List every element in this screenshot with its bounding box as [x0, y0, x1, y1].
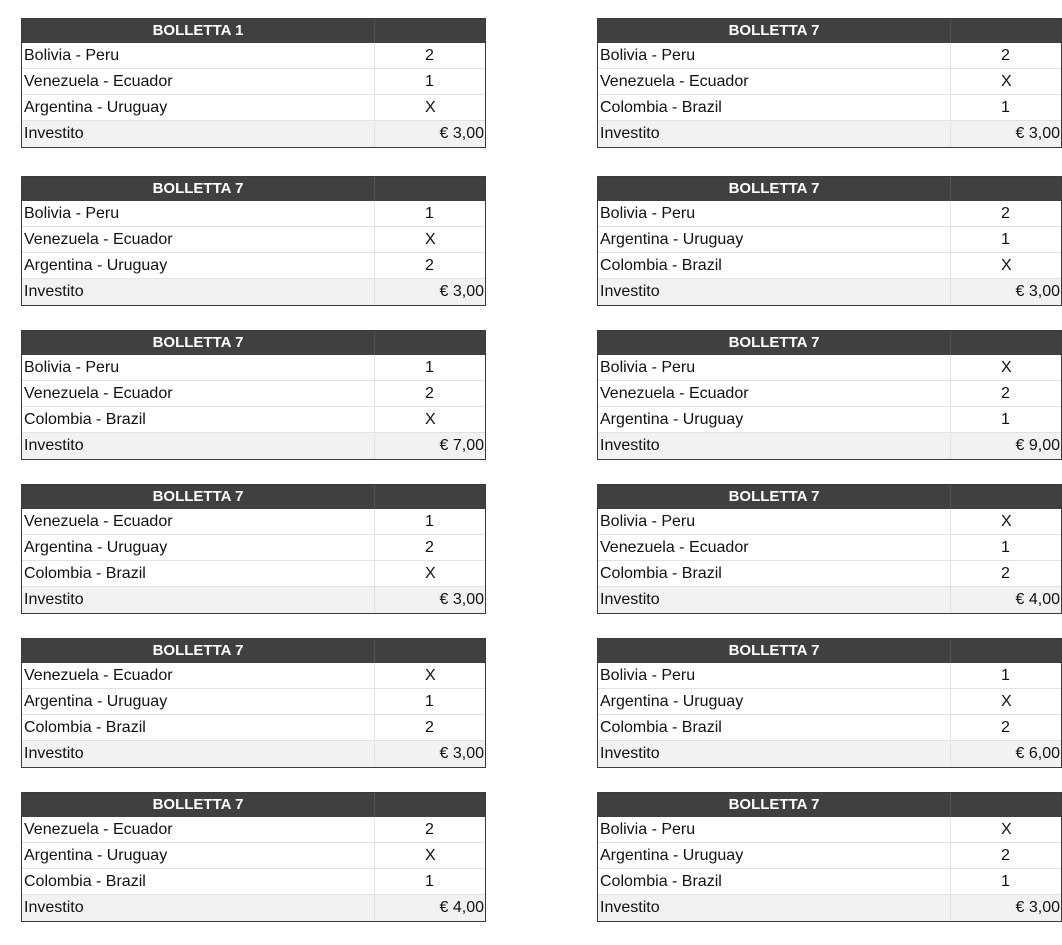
total-amount: € 6,00: [1015, 745, 1060, 762]
total-amount: € 9,00: [1015, 437, 1060, 454]
pick-value: X: [1001, 257, 1012, 274]
total-row: [22, 895, 485, 921]
total-label: Investito: [598, 741, 951, 767]
pick-value: 1: [425, 73, 434, 90]
pick-row: [598, 43, 1061, 69]
pick-row: [598, 407, 1061, 433]
pick-row: [22, 43, 485, 69]
pick-row: [598, 69, 1061, 95]
match-name: Colombia - Brazil: [598, 561, 951, 586]
pick-value: 1: [425, 693, 434, 710]
pick-value: 2: [425, 821, 434, 838]
total-row: [22, 433, 485, 459]
pick-value: X: [425, 411, 436, 428]
match-name: Colombia - Brazil: [22, 561, 375, 586]
pick-row: [598, 253, 1061, 279]
pick-value: X: [1001, 693, 1012, 710]
total-amount: € 4,00: [439, 899, 484, 916]
slip-header: [598, 19, 1061, 43]
total-label: Investito: [22, 433, 375, 459]
pick-value: 2: [425, 47, 434, 64]
pick-value: X: [425, 231, 436, 248]
pick-row: [598, 201, 1061, 227]
pick-value: 1: [1001, 539, 1010, 556]
total-amount: € 4,00: [1015, 591, 1060, 608]
match-name: Venezuela - Ecuador: [22, 381, 375, 406]
match-name: Venezuela - Ecuador: [22, 663, 375, 688]
total-label: Investito: [598, 121, 951, 147]
match-name: Colombia - Brazil: [22, 869, 375, 894]
pick-value: X: [425, 565, 436, 582]
match-name: Venezuela - Ecuador: [598, 381, 951, 406]
pick-value: 1: [1001, 231, 1010, 248]
total-label: Investito: [598, 895, 951, 921]
total-row: [598, 741, 1061, 767]
pick-row: [598, 817, 1061, 843]
slip-header: [22, 177, 485, 201]
match-name: Argentina - Uruguay: [22, 253, 375, 278]
total-row: [598, 587, 1061, 613]
match-name: Colombia - Brazil: [598, 869, 951, 894]
pick-row: [598, 715, 1061, 741]
match-name: Argentina - Uruguay: [22, 689, 375, 714]
slip-title: BOLLETTA 7: [22, 793, 375, 817]
pick-value: 2: [1001, 719, 1010, 736]
slip-header: [598, 639, 1061, 663]
total-row: [22, 121, 485, 147]
slip-header: [598, 331, 1061, 355]
pick-value: 2: [425, 257, 434, 274]
slip-title: BOLLETTA 1: [22, 19, 375, 43]
pick-row: [598, 509, 1061, 535]
match-name: Argentina - Uruguay: [22, 95, 375, 120]
pick-value: 1: [425, 359, 434, 376]
pick-row: [598, 561, 1061, 587]
pick-value: 1: [425, 513, 434, 530]
pick-value: X: [425, 99, 436, 116]
match-name: Argentina - Uruguay: [598, 843, 951, 868]
slip-title: BOLLETTA 7: [598, 485, 951, 509]
match-name: Colombia - Brazil: [22, 715, 375, 740]
slip-card: [21, 638, 486, 768]
total-row: [22, 587, 485, 613]
pick-row: [22, 201, 485, 227]
pick-value: 2: [425, 719, 434, 736]
pick-value: 2: [1001, 385, 1010, 402]
pick-row: [22, 869, 485, 895]
match-name: Venezuela - Ecuador: [22, 509, 375, 534]
pick-row: [22, 689, 485, 715]
pick-row: [22, 535, 485, 561]
pick-row: [598, 535, 1061, 561]
match-name: Bolivia - Peru: [598, 201, 951, 226]
pick-row: [598, 689, 1061, 715]
slip-header: [22, 19, 485, 43]
total-amount: € 3,00: [439, 591, 484, 608]
total-amount: € 3,00: [439, 283, 484, 300]
slip-header: [22, 639, 485, 663]
slip-header: [598, 485, 1061, 509]
pick-row: [598, 95, 1061, 121]
pick-value: 1: [425, 873, 434, 890]
match-name: Colombia - Brazil: [598, 253, 951, 278]
slip-title: BOLLETTA 7: [598, 19, 951, 43]
slip-header: [22, 793, 485, 817]
total-amount: € 3,00: [439, 125, 484, 142]
total-label: Investito: [22, 587, 375, 613]
match-name: Argentina - Uruguay: [598, 689, 951, 714]
pick-row: [22, 381, 485, 407]
match-name: Colombia - Brazil: [598, 95, 951, 120]
pick-row: [598, 381, 1061, 407]
pick-value: 1: [1001, 411, 1010, 428]
slip-card: [21, 484, 486, 614]
pick-row: [22, 355, 485, 381]
match-name: Argentina - Uruguay: [22, 535, 375, 560]
match-name: Colombia - Brazil: [598, 715, 951, 740]
slip-title: BOLLETTA 7: [22, 331, 375, 355]
match-name: Bolivia - Peru: [598, 43, 951, 68]
total-label: Investito: [22, 279, 375, 305]
slip-card: [21, 176, 486, 306]
match-name: Bolivia - Peru: [598, 663, 951, 688]
slip-header: [598, 177, 1061, 201]
total-label: Investito: [22, 741, 375, 767]
match-name: Argentina - Uruguay: [22, 843, 375, 868]
pick-row: [22, 817, 485, 843]
total-row: [598, 433, 1061, 459]
total-amount: € 3,00: [1015, 125, 1060, 142]
pick-row: [598, 663, 1061, 689]
total-label: Investito: [22, 121, 375, 147]
slip-card: [21, 792, 486, 922]
total-row: [22, 741, 485, 767]
pick-row: [22, 69, 485, 95]
slip-header: [598, 793, 1061, 817]
total-label: Investito: [598, 587, 951, 613]
pick-value: 1: [1001, 99, 1010, 116]
slip-card: [597, 18, 1062, 148]
pick-row: [22, 663, 485, 689]
pick-row: [22, 227, 485, 253]
slip-card: [597, 638, 1062, 768]
total-amount: € 7,00: [439, 437, 484, 454]
slip-title: BOLLETTA 7: [598, 793, 951, 817]
pick-row: [22, 561, 485, 587]
pick-row: [22, 509, 485, 535]
slip-card: [21, 330, 486, 460]
total-label: Investito: [598, 433, 951, 459]
pick-value: 2: [425, 385, 434, 402]
total-amount: € 3,00: [1015, 899, 1060, 916]
pick-value: X: [425, 667, 436, 684]
slip-header: [22, 485, 485, 509]
pick-row: [598, 227, 1061, 253]
total-label: Investito: [22, 895, 375, 921]
pick-row: [22, 407, 485, 433]
pick-value: X: [1001, 513, 1012, 530]
pick-value: 2: [1001, 205, 1010, 222]
slip-card: [597, 484, 1062, 614]
match-name: Venezuela - Ecuador: [598, 69, 951, 94]
match-name: Venezuela - Ecuador: [22, 69, 375, 94]
pick-row: [22, 715, 485, 741]
match-name: Bolivia - Peru: [22, 43, 375, 68]
total-row: [598, 121, 1061, 147]
pick-row: [598, 843, 1061, 869]
pick-value: X: [1001, 821, 1012, 838]
slip-title: BOLLETTA 7: [598, 639, 951, 663]
slip-card: [21, 18, 486, 148]
match-name: Argentina - Uruguay: [598, 407, 951, 432]
match-name: Bolivia - Peru: [598, 509, 951, 534]
pick-row: [22, 253, 485, 279]
match-name: Venezuela - Ecuador: [598, 535, 951, 560]
pick-value: 1: [1001, 873, 1010, 890]
slip-title: BOLLETTA 7: [598, 177, 951, 201]
slip-title: BOLLETTA 7: [598, 331, 951, 355]
pick-row: [22, 843, 485, 869]
pick-row: [598, 355, 1061, 381]
pick-value: 2: [1001, 565, 1010, 582]
total-amount: € 3,00: [439, 745, 484, 762]
slip-card: [597, 330, 1062, 460]
match-name: Bolivia - Peru: [598, 355, 951, 380]
total-row: [598, 895, 1061, 921]
slip-title: BOLLETTA 7: [22, 177, 375, 201]
pick-value: 2: [1001, 847, 1010, 864]
total-label: Investito: [598, 279, 951, 305]
pick-value: X: [1001, 359, 1012, 376]
pick-value: X: [425, 847, 436, 864]
total-row: [598, 279, 1061, 305]
match-name: Venezuela - Ecuador: [22, 817, 375, 842]
pick-row: [598, 869, 1061, 895]
pick-value: 2: [425, 539, 434, 556]
total-row: [22, 279, 485, 305]
pick-value: 1: [425, 205, 434, 222]
slip-header: [22, 331, 485, 355]
slip-card: [597, 176, 1062, 306]
match-name: Bolivia - Peru: [22, 355, 375, 380]
pick-value: 2: [1001, 47, 1010, 64]
slip-card: [597, 792, 1062, 922]
slip-title: BOLLETTA 7: [22, 639, 375, 663]
match-name: Argentina - Uruguay: [598, 227, 951, 252]
slip-title: BOLLETTA 7: [22, 485, 375, 509]
pick-value: X: [1001, 73, 1012, 90]
match-name: Bolivia - Peru: [22, 201, 375, 226]
match-name: Venezuela - Ecuador: [22, 227, 375, 252]
total-amount: € 3,00: [1015, 283, 1060, 300]
pick-row: [22, 95, 485, 121]
pick-value: 1: [1001, 667, 1010, 684]
match-name: Bolivia - Peru: [598, 817, 951, 842]
match-name: Colombia - Brazil: [22, 407, 375, 432]
